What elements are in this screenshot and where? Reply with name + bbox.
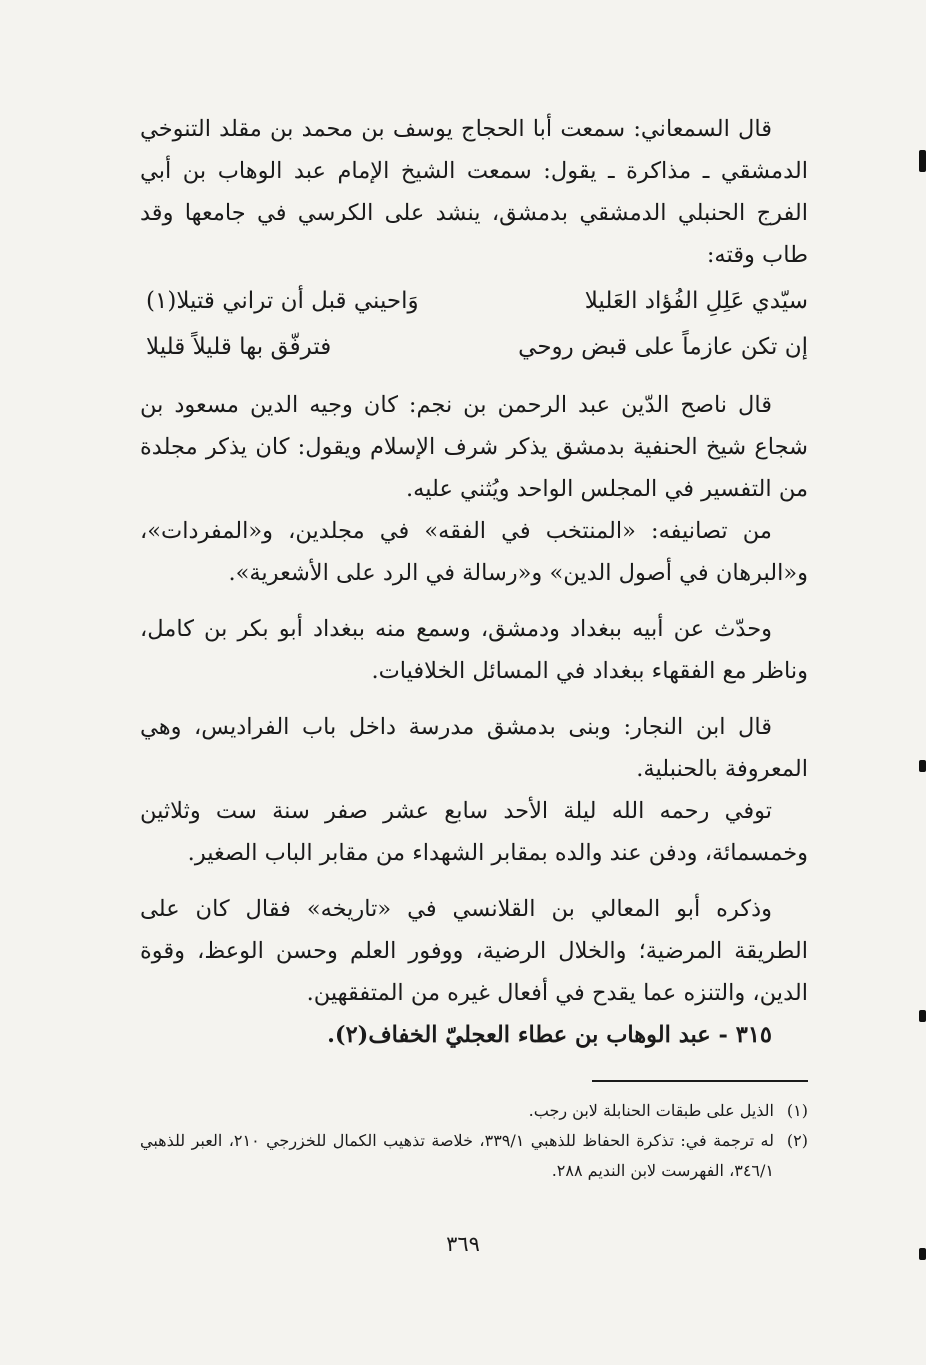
footnote-number: (١) (786, 1101, 808, 1120)
verse-line (140, 278, 808, 324)
footnote (140, 1096, 808, 1126)
paragraph-narration: وحدّث عن أبيه ببغداد ودمشق، وسمع منه ببغداد أبو بكر بن كامل، وناظر مع الفقهاء ببغداد في المسائل الخلافيات. (140, 616, 808, 684)
scan-edge-mark (919, 760, 926, 772)
footnote-separator (592, 1080, 808, 1082)
footnote-text: له ترجمة في: تذكرة الحفاظ للذهبي ٣٣٩/١، خلاصة تذهيب الكمال للخزرجي ٢١٠، العبر للذهبي ٣٤٦/١، الفهرست لابن النديم ٢٨٨. (140, 1131, 775, 1180)
paragraph-nasih: قال ناصح الدّين عبد الرحمن بن نجم: كان وجيه الدين مسعود بن شجاع شيخ الحنفية بدمشق يذكر شرف الإسلام ويقول: كان يذكر مجلدة من التفسير في المجلس الواحد ويُثني عليه. (140, 392, 808, 502)
scan-edge-mark (919, 1248, 926, 1260)
scan-edge-mark (919, 1010, 926, 1022)
poem (140, 278, 808, 370)
verse-hemistich-first: سيّدي عَلِلِ الفُؤاد العَليلا (584, 288, 808, 314)
paragraph-works: من تصانيفه: «المنتخب في الفقه» في مجلدين، و«المفردات»، و«البرهان في أصول الدين» و«رسالة في الرد على الأشعرية». (140, 518, 808, 586)
footnote-number: (٢) (786, 1131, 808, 1150)
footnote-text: الذيل على طبقات الحنابلة لابن رجب. (528, 1101, 774, 1120)
verse-line (140, 324, 808, 370)
main-text (140, 108, 808, 1056)
footnotes (140, 1096, 808, 1186)
paragraph-qalanisi: وذكره أبو المعالي بن القلانسي في «تاريخه» فقال كان على الطريقة المرضية؛ والخلال الرضية، ووفور العلم وحسن الوعظ، وقوة الدين، والتنزه عما يقدح في أفعال غيره من المتفقهين. (140, 896, 808, 1006)
footnote (140, 1126, 808, 1186)
verse-hemistich-second: وَاحيني قبل أن تراني قتيلا(١) (146, 288, 419, 314)
paragraph-death: توفي رحمه الله ليلة الأحد سابع عشر صفر سنة ست وثلاثين وخمسمائة، ودفن عند والده بمقابر الشهداء من مقابر الباب الصغير. (140, 798, 808, 866)
verse-hemistich-first: إن تكن عازماً على قبض روحي (518, 334, 808, 360)
scan-edge-mark (919, 150, 926, 172)
paragraph-ibn-najjar: قال ابن النجار: وبنى بدمشق مدرسة داخل باب الفراديس، وهي المعروفة بالحنبلية. (140, 714, 808, 782)
verse-hemistich-second: فترفّق بها قليلاً قليلا (146, 334, 332, 360)
entry-heading: ٣١٥ - عبد الوهاب بن عطاء العجليّ الخفاف(٢). (327, 1022, 772, 1048)
page-number: ٣٦٩ (446, 1232, 480, 1256)
paragraph-samani: قال السمعاني: سمعت أبا الحجاج يوسف بن محمد بن مقلد التنوخي الدمشقي ـ مذاكرة ـ يقول: سمعت الشيخ الإمام عبد الوهاب بن أبي الفرج الحنبلي الدمشقي بدمشق، ينشد على الكرسي في جامعها وقد طاب وقته: (140, 116, 808, 268)
